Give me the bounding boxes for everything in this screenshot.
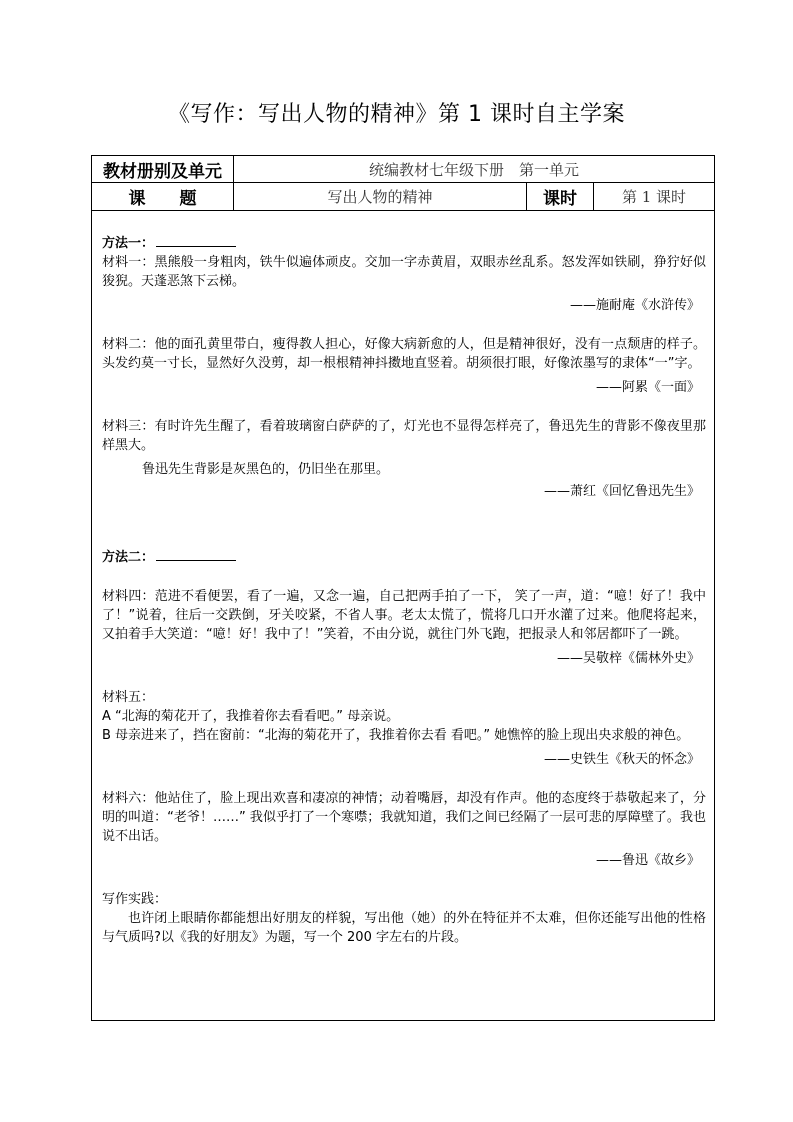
method-1 xyxy=(102,234,706,253)
content-area xyxy=(102,211,706,947)
method-1-blank[interactable] xyxy=(156,234,236,247)
period-value: 第 1 课时 xyxy=(621,188,687,206)
source-1: ——施耐庵《水浒传》 xyxy=(569,298,700,313)
page-title: 《写作：写出人物的精神》第 1 课时自主学案 xyxy=(168,102,625,127)
material-4: 材料四：范进不看便罢，看了一遍，又念一遍，自己把两手拍了一下， 笑了一声，道：“噫！好了！我中了！”说着，往后一交跌倒，牙关咬紧，不省人事。老太太慌了，慌将几口开水灌了过来。他爬将起来，又拍着手大笑道：“噫！好！我中了！”笑着，不由分说，就往门外飞跑，把报录人和邻居都吓了一跳。 xyxy=(102,589,706,642)
topic-label: 课题 xyxy=(92,183,234,210)
material-5-label: 材料五： xyxy=(102,690,155,705)
material-1: 材料一：黑熊般一身粗肉，铁牛似遍体顽皮。交加一字赤黄眉，双眼赤丝乱系。怒发浑如铁刷，狰狞好似狻猊。天蓬恶煞下云梯。 xyxy=(102,255,706,289)
method-2-label: 方法二： xyxy=(102,550,155,565)
material-3: 材料三：有时许先生醒了，看着玻璃窗白萨萨的了，灯光也不显得怎样亮了，鲁迅先生的背影不像夜里那样黑大。 xyxy=(102,419,706,453)
method-2 xyxy=(102,548,706,567)
material-5-b: B 母亲进来了，挡在窗前：“北海的菊花开了，我推着你去看 看吧。” 她憔悴的脸上现出央求般的神色。 xyxy=(102,728,690,743)
material-3-continued: 鲁迅先生背影是灰黑色的，仍旧坐在那里。 xyxy=(142,462,390,477)
topic-value: 写出人物的精神 xyxy=(234,183,527,210)
textbook-value: 统编教材七年级下册 第一单元 xyxy=(368,160,579,179)
source-4: ——吴敬梓《儒林外史》 xyxy=(556,651,700,666)
material-6: 材料六：他站住了，脸上现出欢喜和凄凉的神情；动着嘴唇，却没有作声。他的态度终于恭敬起来了，分明的叫道：“老爷！……” 我似乎打了一个寒噤；我就知道，我们之间已经隔了一层可悲的厚障壁了。我也说不出话。 xyxy=(102,791,706,844)
method-2-blank[interactable] xyxy=(156,548,236,561)
period-label: 课时 xyxy=(527,183,594,210)
source-2: ——阿累《一面》 xyxy=(595,380,700,395)
source-3: ——萧红《回忆鲁迅先生》 xyxy=(543,484,700,499)
practice-label: 写作实践： xyxy=(102,892,168,907)
material-5-a: A “北海的菊花开了，我推着你去看看吧。” 母亲说。 xyxy=(102,709,400,724)
textbook-label: 教材册别及单元 xyxy=(92,156,234,182)
source-6: ——鲁迅《故乡》 xyxy=(595,853,700,868)
material-2: 材料二：他的面孔黄里带白，瘦得教人担心，好像大病新愈的人，但是精神很好，没有一点颓唐的样子。头发约莫一寸长，显然好久没剪，却一根根精神抖擞地直竖着。胡须很打眼，好像浓墨写的隶体“一”字。 xyxy=(102,337,706,371)
source-5: ——史铁生《秋天的怀念》 xyxy=(543,752,700,767)
practice-text: 也许闭上眼睛你都能想出好朋友的样貌，写出他（她）的外在特征并不太难，但你还能写出他的性格与气质吗?以《我的好朋友》为题，写一个 200 字左右的片段。 xyxy=(102,911,706,945)
method-1-label: 方法一： xyxy=(102,236,155,251)
topic-row xyxy=(92,183,714,211)
textbook-row xyxy=(92,156,714,183)
study-plan-table xyxy=(91,155,715,1021)
